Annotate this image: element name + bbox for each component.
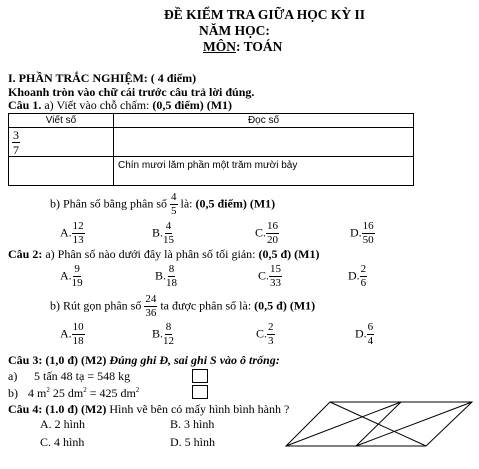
option-letter: D. [348, 268, 360, 283]
q3-a-text: 5 tấn 48 tạ = 548 kg [34, 369, 131, 383]
option-den: 15 [163, 234, 175, 246]
q3-b-part1: 4 m [28, 386, 47, 400]
q3-prompt [8, 354, 280, 366]
q4-option-a[interactable]: A. 2 hình [40, 417, 85, 431]
subject-line [203, 40, 282, 54]
subject-label: MÔN [203, 39, 236, 54]
q3-b-text [28, 387, 139, 399]
option-letter: B. [152, 225, 164, 240]
option-den: 12 [163, 335, 175, 347]
q4-prompt [8, 403, 289, 415]
option-letter: A. [60, 326, 72, 341]
q4-text: Hình vẽ bên có mấy hình bình hành ? [106, 402, 290, 416]
q3-b-sup2: 2 [83, 386, 87, 394]
q4-option-b[interactable]: B. 3 hình [170, 417, 215, 431]
q1-a-text: a) Viết vào chỗ chấm: [41, 98, 153, 112]
option-letter: C. [255, 225, 267, 240]
option-num: 8 [165, 321, 172, 333]
option-letter: C. [258, 268, 270, 283]
q1-a-points: (0,5 điểm) (M1) [152, 98, 233, 112]
option-num: 9 [74, 263, 80, 275]
school-year-label: NĂM HỌC: [199, 23, 270, 38]
option-den: 18 [166, 277, 178, 289]
part1-title: I. PHẦN TRẮC NGHIỆM: ( 4 điểm) [8, 71, 197, 85]
option-num: 16 [362, 220, 374, 232]
q4-option-d[interactable]: D. 5 hình [170, 435, 215, 449]
q1-table-cell-answer-write [9, 157, 114, 186]
q2-a-prompt [8, 248, 319, 260]
option-num: 4 [165, 220, 172, 232]
q1-b-option-c[interactable] [255, 221, 279, 246]
q2-b-option-b[interactable] [152, 322, 174, 347]
q3-b-label: b) [8, 386, 18, 400]
option-letter: C. [256, 326, 268, 341]
q2-a-option-a[interactable] [60, 264, 83, 289]
option-den: 20 [267, 234, 279, 246]
q2-a-option-c[interactable] [258, 264, 282, 289]
q1-b-prompt [50, 192, 275, 217]
q1-row1-num: 3 [13, 127, 19, 142]
q1-label: Câu 1. [8, 98, 42, 112]
q3-a-answer-box[interactable] [192, 369, 208, 383]
q2-a-option-b[interactable] [155, 264, 177, 289]
option-letter: A. [60, 225, 72, 240]
option-den: 6 [360, 277, 367, 289]
q1-a-prompt [8, 99, 232, 111]
q3-b-part3: = 425 dm [86, 386, 136, 400]
diagonal-line-2 [356, 402, 401, 446]
subject-name: : TOÁN [236, 39, 283, 54]
q1-b-text: b) Phân số bằng phân số [50, 196, 167, 211]
q2-b-option-d[interactable] [355, 322, 374, 347]
q3-b-sup1: 2 [46, 386, 50, 394]
q1-table-cell-answer-read [114, 128, 414, 157]
option-num: 8 [168, 263, 175, 275]
q1-b-points: (0,5 điểm) (M1) [195, 196, 276, 211]
option-den: 33 [270, 277, 282, 289]
part1-instruction: Khoanh tròn vào chữ cái trước câu trả lời đúng. [8, 85, 255, 99]
option-num: 2 [268, 321, 274, 333]
q2-b-suffix: ta được phân số là: [157, 298, 255, 313]
q3-b-answer-box[interactable] [192, 385, 208, 399]
option-letter: B. [152, 326, 164, 341]
q2-b-points: (0,5 đ) (M1) [254, 298, 316, 313]
diagonal-line-4 [356, 402, 472, 446]
option-num: 10 [72, 321, 84, 333]
option-letter: D. [350, 225, 362, 240]
q2-b-option-a[interactable] [60, 322, 85, 347]
q2-label: Câu 2: [8, 247, 43, 261]
option-den: 50 [362, 234, 374, 246]
q1-b-num: 4 [171, 191, 177, 203]
q2-b-den: 36 [145, 307, 157, 319]
q1-row1-den: 7 [13, 142, 19, 157]
q2-a-points: (0,5 đ) (M1) [258, 247, 320, 261]
q3-label: Câu 3: (1,0 đ) (M2) [8, 353, 110, 367]
option-den: 4 [367, 335, 374, 347]
option-den: 19 [71, 277, 83, 289]
q2-b-option-c[interactable] [256, 322, 275, 347]
q1-b-den: 5 [171, 205, 177, 217]
q1-table-col-write: Viết số [9, 114, 114, 128]
q1-b-suffix: là: [177, 196, 196, 211]
exam-title: ĐỀ KIỂM TRA GIỮA HỌC KỲ II [164, 7, 366, 22]
q1-table-col-read: Đọc số [114, 114, 414, 128]
parallelogram-figure [284, 398, 476, 450]
q1-table-cell-read-text: Chín mươi lăm phần một trăm mười bảy [114, 157, 414, 186]
q3-b-part2: 25 dm [49, 386, 84, 400]
q1-b-option-d[interactable] [350, 221, 375, 246]
q3-a-label: a) [8, 369, 18, 383]
option-den: 18 [72, 335, 84, 347]
q1-table [8, 113, 414, 186]
option-letter: D. [355, 326, 367, 341]
q4-label: Câu 4: (1.0 đ) (M2) [8, 402, 107, 416]
q2-a-text: a) Phân số nào dưới đây là phân số tối giản: [42, 247, 259, 261]
option-num: 15 [270, 263, 282, 275]
option-letter: A. [60, 268, 72, 283]
q3-instruction: Đúng ghi Đ, sai ghi S vào ô trống: [109, 353, 280, 367]
q2-b-text: b) Rút gọn phân số [50, 298, 142, 313]
q1-table-cell-fraction [9, 128, 114, 157]
option-num: 6 [367, 321, 374, 333]
q4-option-c[interactable]: C. 4 hình [40, 435, 85, 449]
option-num: 2 [360, 263, 367, 275]
q2-a-option-d[interactable] [348, 264, 367, 289]
option-num: 12 [72, 220, 84, 232]
q3-b-sup3: 2 [135, 386, 140, 394]
option-num: 16 [267, 220, 279, 232]
q2-b-num: 24 [145, 293, 157, 305]
q2-b-prompt [50, 294, 315, 319]
option-den: 3 [268, 335, 274, 347]
q1-b-option-a[interactable] [60, 221, 85, 246]
option-den: 13 [72, 234, 84, 246]
q1-b-option-b[interactable] [152, 221, 174, 246]
option-letter: B. [155, 268, 167, 283]
